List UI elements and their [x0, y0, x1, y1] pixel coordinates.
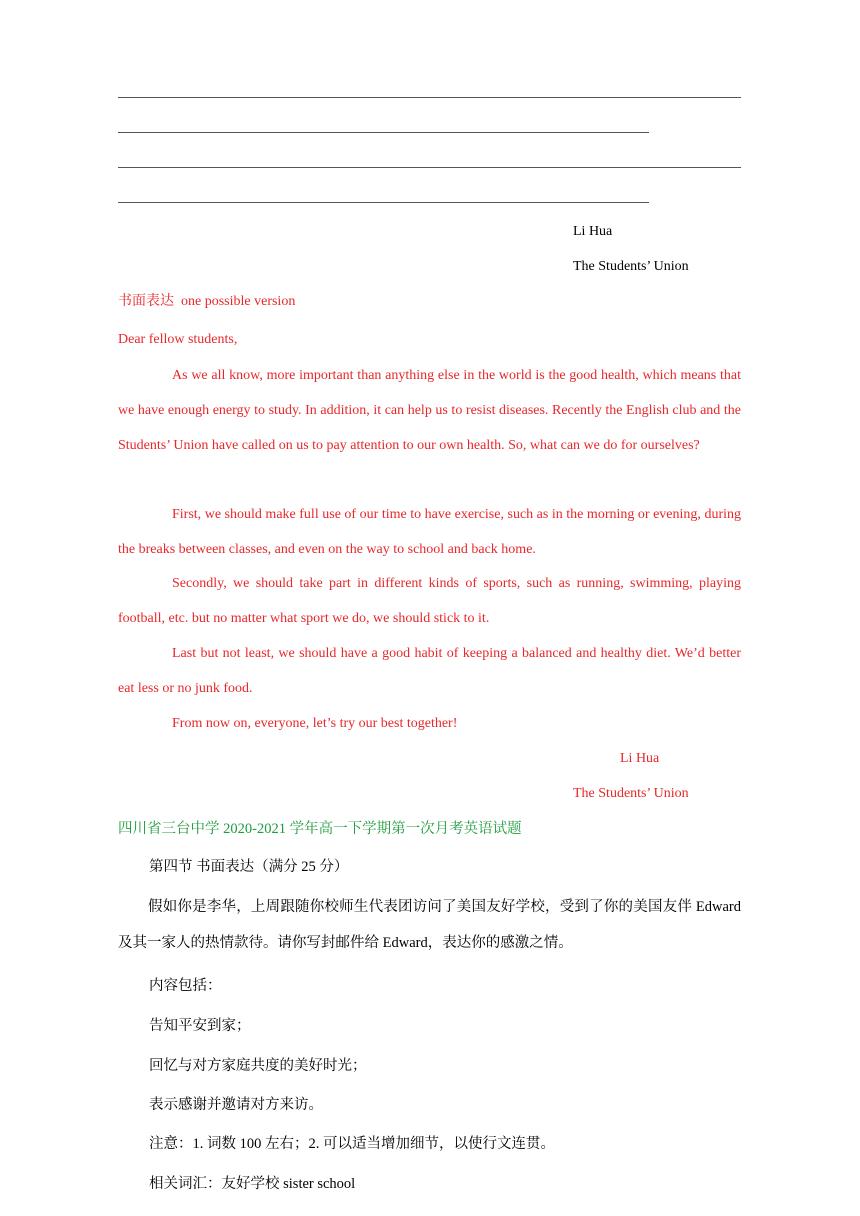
writing-line-1: [118, 97, 741, 98]
answer-paragraph-1: As we all know, more important than anything else in the world is the good health, which means that we have enough energy to study. In addition, it can help us to resist diseases. Recently the English club and the Students’ Union have called on us to pay attention to our own health. So, what can we do for ourselves?: [118, 368, 741, 453]
content-point-2: 回忆与对方家庭共度的美好时光；: [149, 1058, 367, 1074]
writing-line-4: [118, 202, 649, 203]
writing-line-2: [118, 132, 649, 133]
writing-line-3: [118, 167, 741, 168]
answer-paragraph-3: Secondly, we should take part in different kinds of sports, such as running, swimming, playing football, etc. but no matter what sport we do, we should stick to it.: [118, 576, 741, 626]
answer-signature-name: Li Hua: [620, 751, 660, 766]
blank-signature-org: The Students’ Union: [573, 259, 689, 274]
content-point-3: 表示感谢并邀请对方来访。: [149, 1097, 323, 1113]
content-label: 内容包括：: [149, 978, 222, 994]
answer-paragraph-2: First, we should make full use of our time to have exercise, such as in the morning or evening, during the breaks between classes, and even on the way to school and back home.: [118, 507, 741, 557]
prompt-paragraph: 假如你是李华，上周跟随你校师生代表团访问了美国友好学校，受到了你的美国友伴 Edward 及其一家人的热情款待。请你写封邮件给 Edward，表达你的感激之情。: [118, 899, 741, 951]
section-title: 第四节 书面表达（满分 25 分）: [149, 859, 349, 875]
blank-signature-name: Li Hua: [573, 224, 613, 239]
answer-heading: [118, 293, 295, 311]
source-title: 四川省三台中学 2020-2021 学年高一下学期第一次月考英语试题: [118, 821, 522, 837]
answer-salutation: Dear fellow students,: [118, 332, 238, 347]
vocab: 相关词汇：友好学校 sister school: [149, 1176, 356, 1192]
answer-heading-en: one possible version: [181, 294, 296, 309]
answer-signature-org: The Students’ Union: [573, 786, 689, 801]
notes: 注意：1. 词数 100 左右；2. 可以适当增加细节，以使行文连贯。: [149, 1136, 555, 1152]
content-point-1: 告知平安到家；: [149, 1018, 251, 1034]
answer-heading-cn: 书面表达: [118, 294, 174, 309]
answer-paragraph-5: From now on, everyone, let’s try our best together!: [172, 716, 458, 731]
answer-paragraph-4: Last but not least, we should have a good habit of keeping a balanced and healthy diet. We’d better eat less or no junk food.: [118, 646, 741, 696]
